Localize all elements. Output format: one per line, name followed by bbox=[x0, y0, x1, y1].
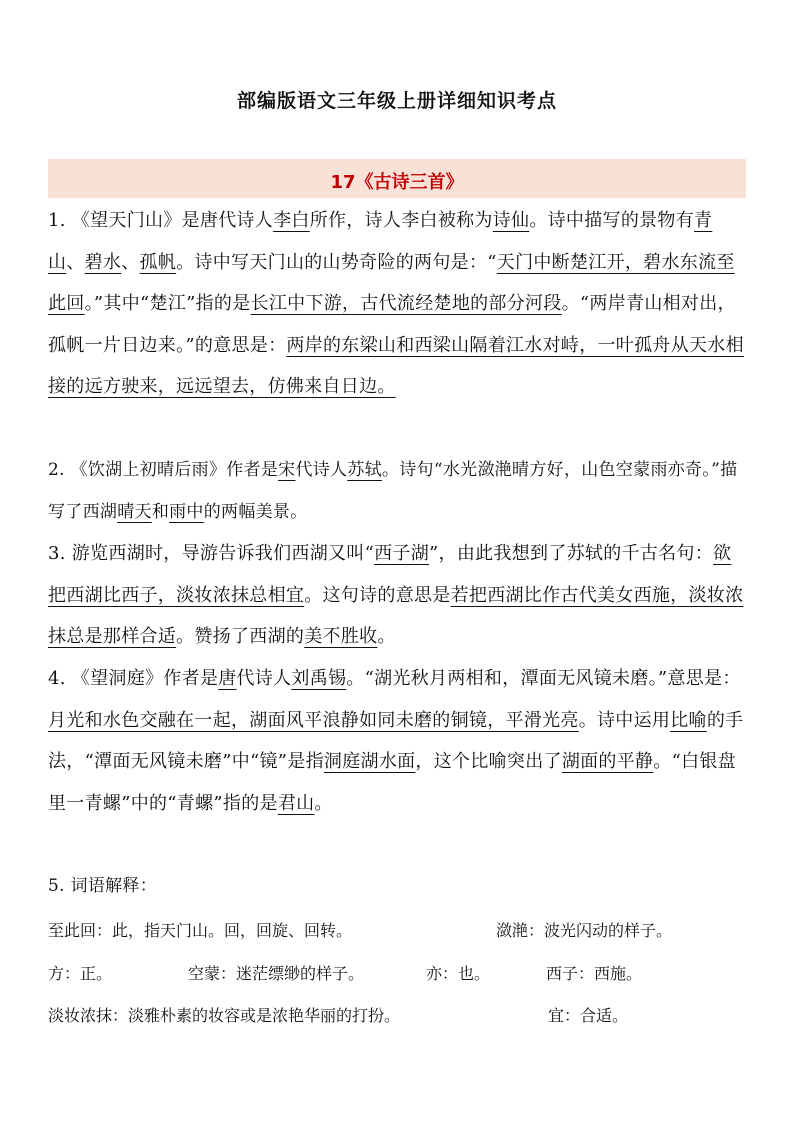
page-title: 部编版语文三年级上册详细知识考点 bbox=[236, 90, 557, 112]
term-item: 宜：合适。 bbox=[548, 1006, 629, 1025]
paragraph-5-heading: 5. 词语解释： bbox=[48, 876, 158, 896]
term-item: 方：正。 bbox=[48, 964, 113, 983]
section-title: 17《古诗三首》 bbox=[330, 172, 464, 193]
paragraph-1: 1. 《望天门山》是唐代诗人李白所作，诗人李白被称为诗仙。诗中描写的景物有青山、碧水、孤帆。诗中写天门山的山势奇险的两句是：“天门中断楚江开，碧水东流至此回。”其中“楚江”指的是长江中下游，古代流经楚地的部分河段。“两岸青山相对出，孤帆一片日边来。”的意思是：两岸的东梁山和西梁山隔着江水对峙，一叶孤舟从天水相接的远方驶来，远远望去，仿佛来自日边。 bbox=[48, 210, 744, 397]
term-item: 潋滟：波光闪动的样子。 bbox=[496, 921, 673, 940]
term-item: 西子：西施。 bbox=[546, 964, 643, 983]
paragraph-2: 2. 《饮湖上初晴后雨》作者是宋代诗人苏轼。诗句“水光潋滟晴方好，山色空蒙雨亦奇。”描写了西湖晴天和雨中的两幅美景。 bbox=[48, 460, 738, 522]
term-item: 至此回：此，指天门山。回，回旋、回转。 bbox=[48, 921, 353, 940]
term-item: 空蒙：迷茫缥缈的样子。 bbox=[188, 964, 365, 983]
term-item: 亦：也。 bbox=[426, 964, 491, 983]
paragraph-3: 3. 游览西湖时，导游告诉我们西湖又叫“西子湖”，由此我想到了苏轼的千古名句：欲把西湖比西子，淡妆浓抹总相宜。这句诗的意思是若把西湖比作古代美女西施，淡妆浓抹总是那样合适。赞扬了西湖的美不胜收。 bbox=[48, 543, 744, 647]
paragraph-4: 4. 《望洞庭》作者是唐代诗人刘禹锡。“湖光秋月两相和，潭面无风镜未磨。”意思是：月光和水色交融在一起，湖面风平浪静如同未磨的铜镜，平滑光亮。诗中运用比喻的手法，“潭面无风镜未磨”中“镜”是指洞庭湖水面，这个比喻突出了湖面的平静。“白银盘里一青螺”中的“青螺”指的是君山。 bbox=[48, 668, 744, 814]
term-item: 淡妆浓抹：淡雅朴素的妆容或是浓艳华丽的打扮。 bbox=[48, 1006, 401, 1025]
